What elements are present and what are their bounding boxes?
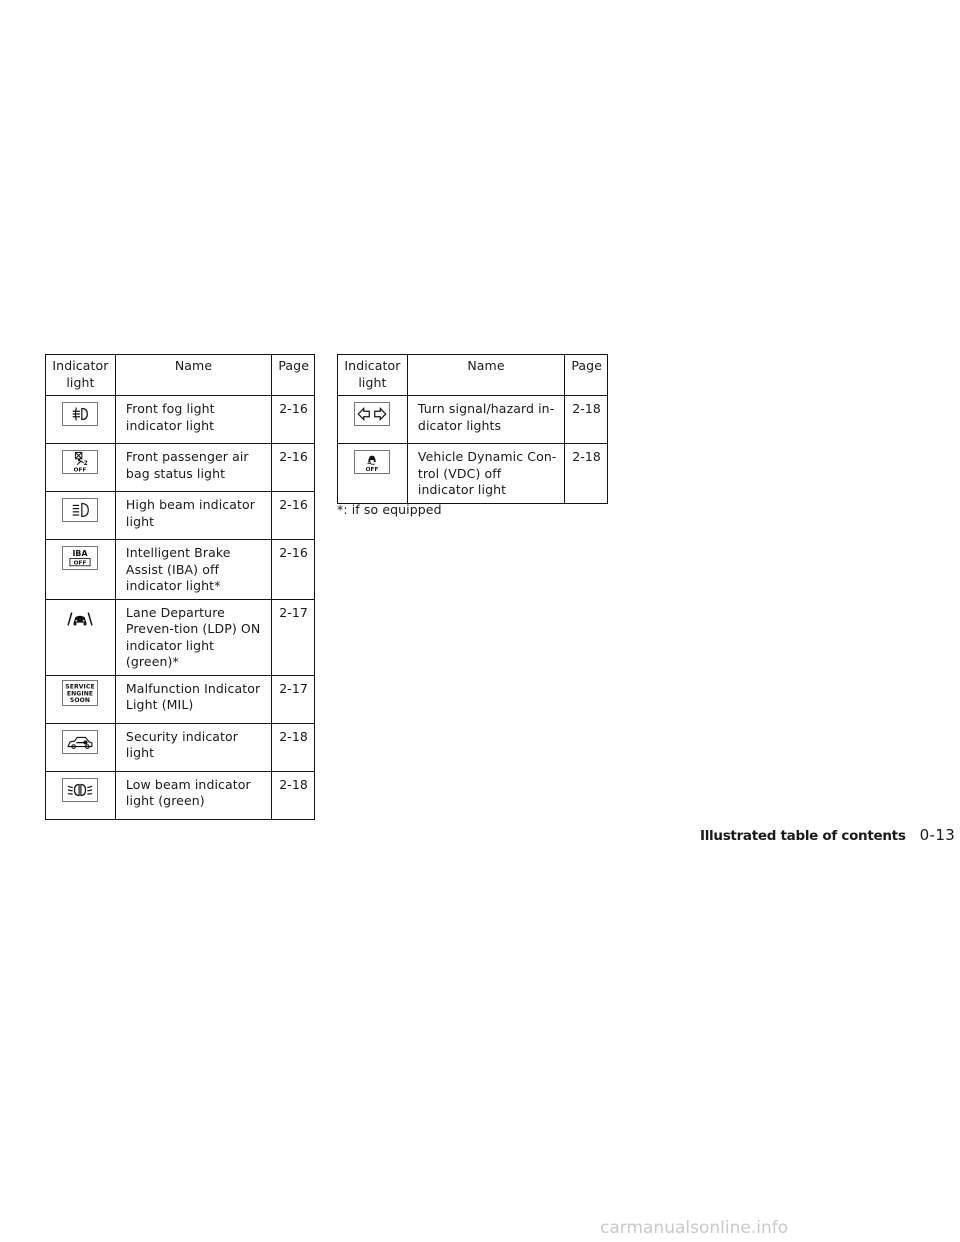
table-header-row: [338, 355, 608, 396]
table-row: [338, 444, 608, 504]
vdc-off-icon: [354, 450, 390, 474]
row-name: Intelligent Brake Assist (IBA) off indicator light*: [115, 540, 271, 600]
engine-label: ENGINE: [67, 689, 94, 697]
row-name: Vehicle Dynamic Con-trol (VDC) off indicator light: [407, 444, 564, 504]
iba-off-icon: [62, 546, 98, 570]
indicator-table-left: [45, 354, 315, 820]
row-page: 2-18: [565, 444, 608, 504]
watermark: carmanualsonline.info: [600, 1218, 789, 1238]
row-name: Security indicator light: [115, 723, 271, 771]
table-row: [46, 444, 315, 492]
header-name: Name: [407, 355, 564, 396]
iba-label: IBA: [72, 549, 89, 559]
row-page: 2-17: [272, 675, 315, 723]
row-page: 2-16: [272, 492, 315, 540]
row-page: 2-16: [272, 540, 315, 600]
passenger-airbag-off-icon: [62, 450, 98, 474]
table-row: [46, 492, 315, 540]
row-name: Low beam indicator light (green): [115, 771, 271, 819]
security-icon: [62, 730, 98, 754]
row-page: 2-16: [272, 396, 315, 444]
row-page: 2-16: [272, 444, 315, 492]
iba-off-label: OFF: [74, 560, 87, 567]
header-indicator: Indicator light: [338, 355, 408, 396]
table-row: [46, 599, 315, 675]
high-beam-icon: [62, 498, 98, 522]
section-title: Illustrated table of contents: [700, 828, 906, 844]
airbag-off-label: OFF: [74, 467, 87, 473]
turn-signal-icon: [354, 402, 390, 426]
table-row: [46, 723, 315, 771]
row-name: Malfunction Indicator Light (MIL): [115, 675, 271, 723]
lane-departure-icon: [62, 606, 98, 630]
header-page: Page: [272, 355, 315, 396]
front-fog-light-icon: [62, 402, 98, 426]
row-name: High beam indicator light: [115, 492, 271, 540]
table-row: [46, 675, 315, 723]
svg-text:2: 2: [84, 459, 89, 467]
table-header-row: [46, 355, 315, 396]
row-page: 2-18: [272, 723, 315, 771]
footnote: *: if so equipped: [337, 502, 442, 517]
vdc-off-label: OFF: [366, 467, 379, 473]
soon-label: SOON: [70, 696, 91, 704]
row-page: 2-17: [272, 599, 315, 675]
row-name: Turn signal/hazard in-dicator lights: [407, 396, 564, 444]
header-name: Name: [115, 355, 271, 396]
page-number: 0-13: [919, 826, 956, 844]
table-row: [338, 396, 608, 444]
row-name: Front passenger air bag status light: [115, 444, 271, 492]
indicator-table-right: [337, 354, 608, 504]
row-page: 2-18: [565, 396, 608, 444]
service-engine-soon-icon: [62, 680, 98, 706]
table-row: [46, 396, 315, 444]
header-page: Page: [565, 355, 608, 396]
service-label: SERVICE: [65, 682, 96, 690]
row-page: 2-18: [272, 771, 315, 819]
table-row: [46, 540, 315, 600]
table-row: [46, 771, 315, 819]
row-name: Lane Departure Preven-tion (LDP) ON indicator light (green)*: [115, 599, 271, 675]
row-name: Front fog light indicator light: [115, 396, 271, 444]
header-indicator: Indicator light: [46, 355, 116, 396]
page-footer: [700, 826, 956, 844]
low-beam-icon: [62, 778, 98, 802]
